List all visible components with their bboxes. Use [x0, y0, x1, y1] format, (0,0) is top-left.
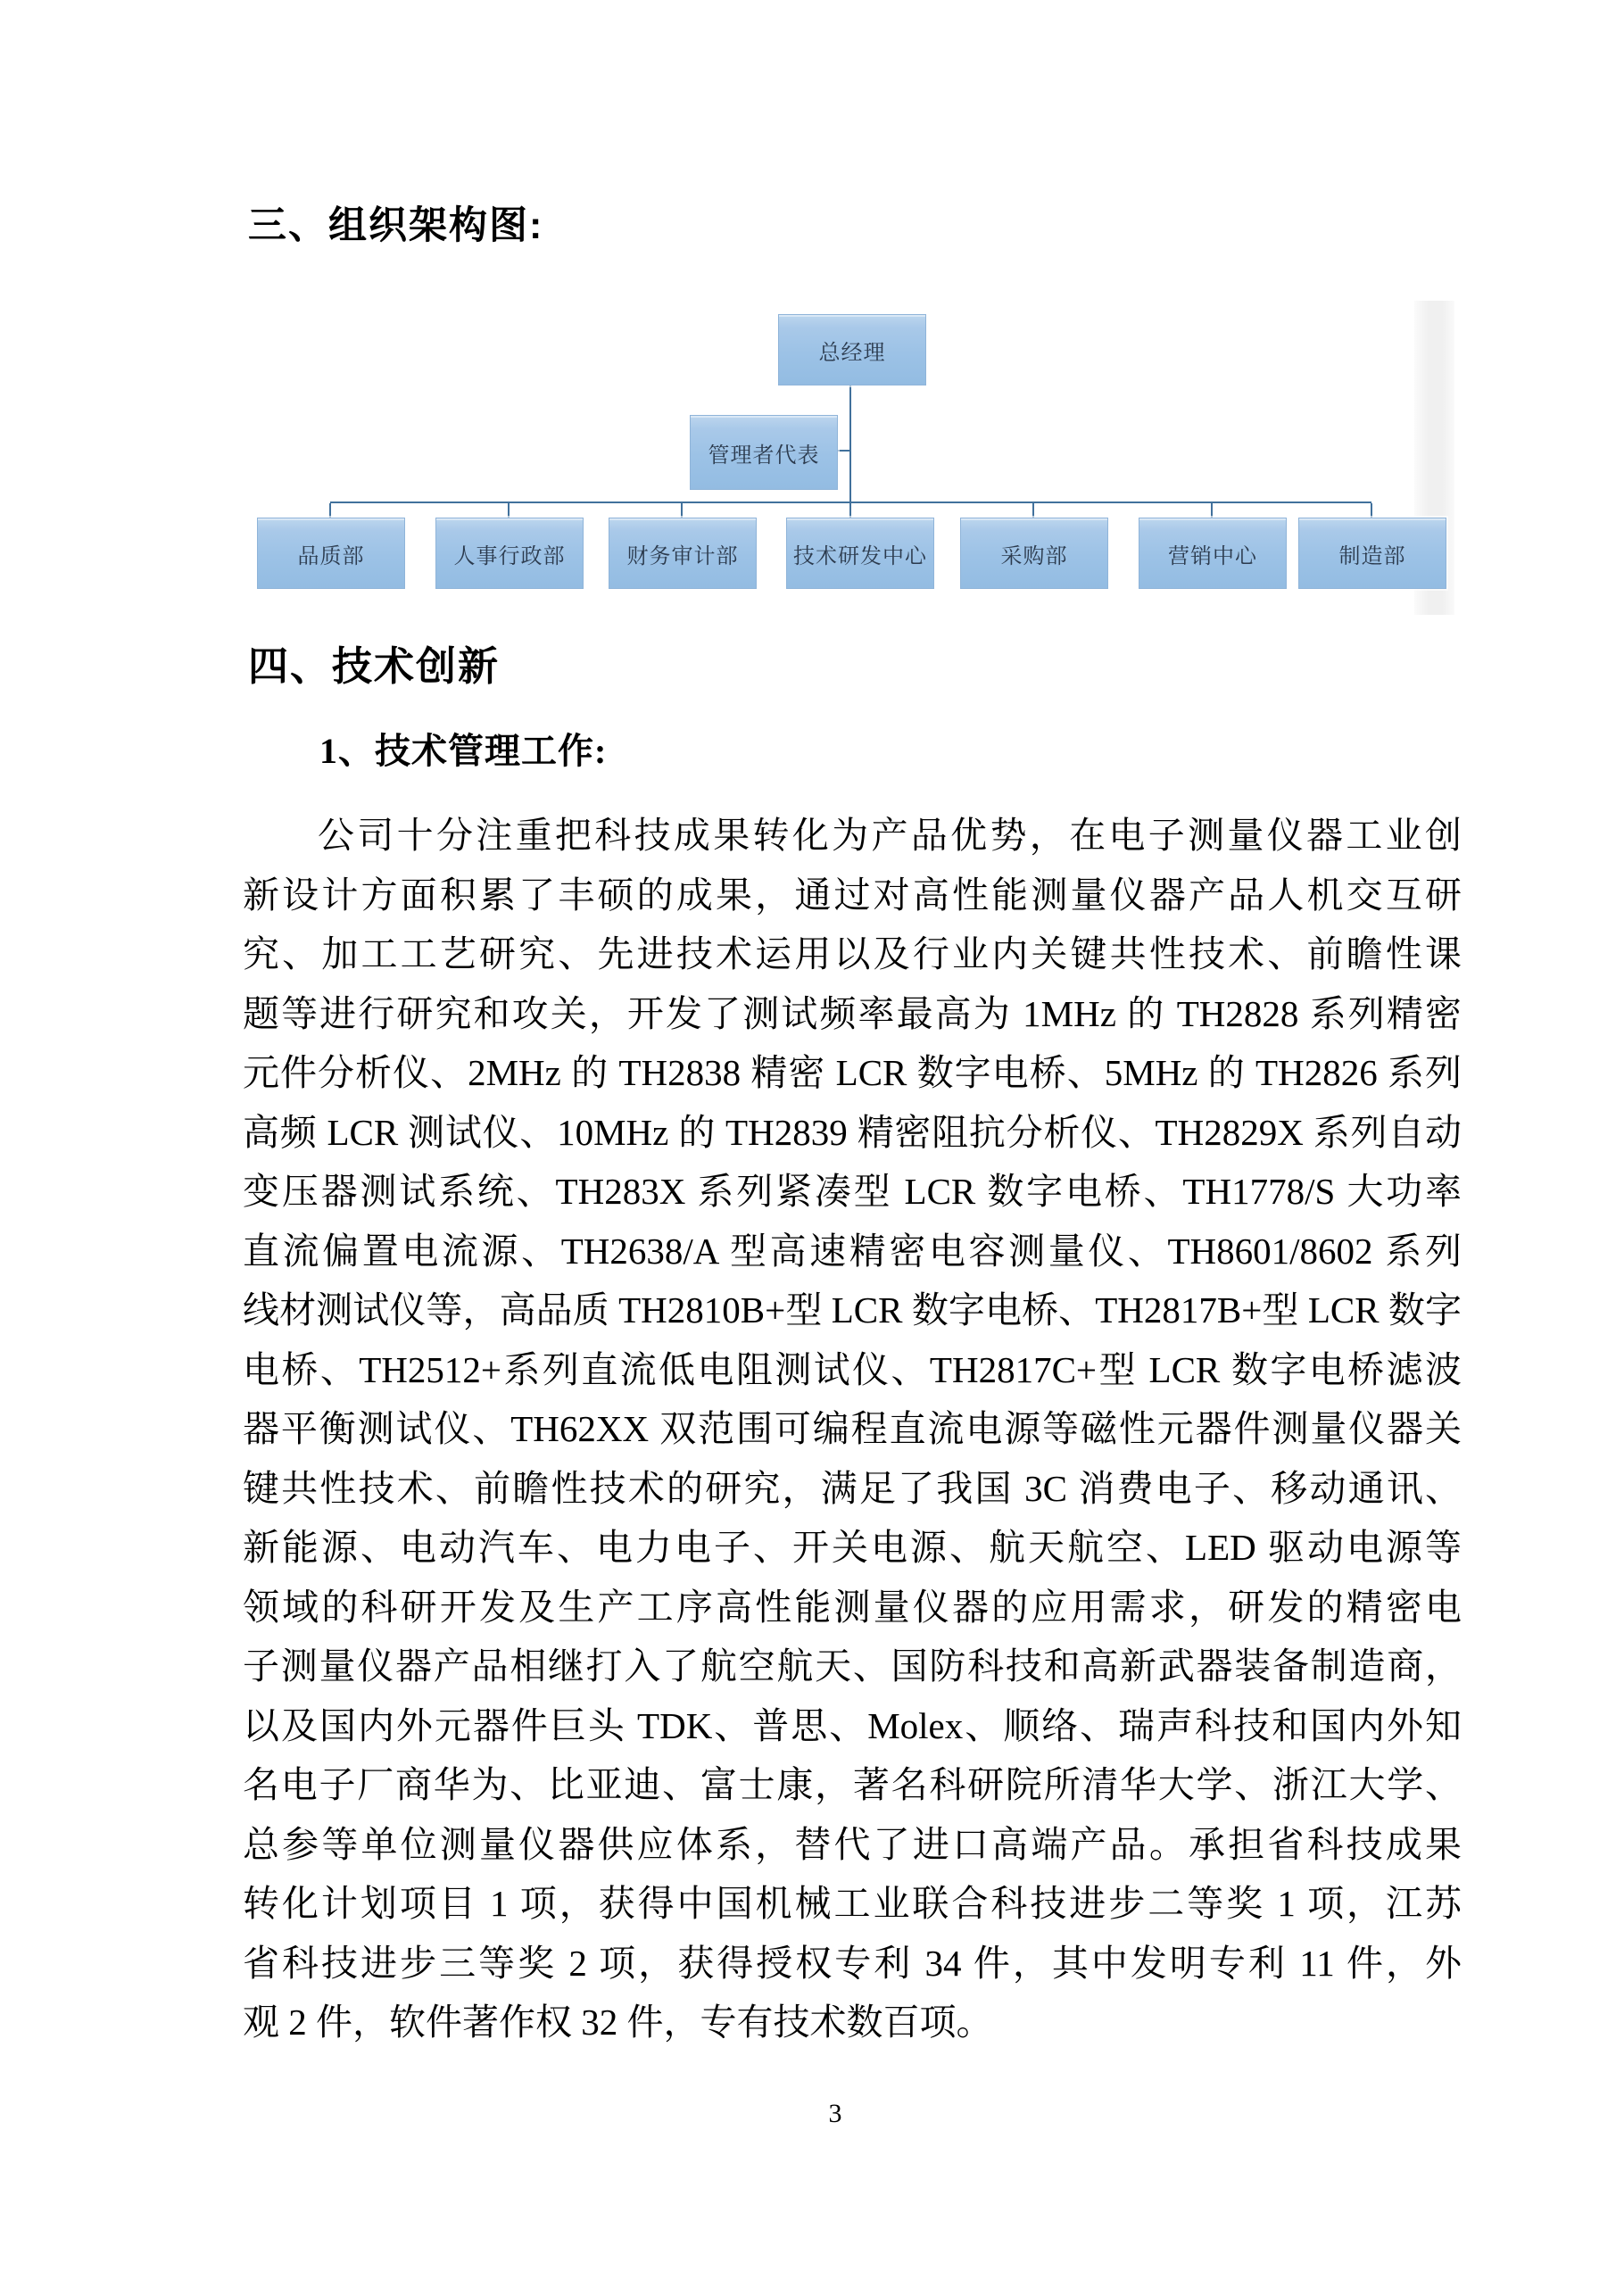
org-box-marketing-center: 营销中心: [1139, 518, 1287, 589]
org-box-purchasing-dept: 采购部: [960, 518, 1108, 589]
paragraph-line: 究、加工工艺研究、先进技术运用以及行业内关键共性技术、前瞻性课: [243, 933, 1462, 974]
page-number: 3: [828, 2099, 842, 2128]
heading-tech-innovation: 四、技术创新: [248, 643, 501, 689]
connector-line: [681, 503, 683, 518]
paragraph-line: 变压器测试系统、TH283X 系列紧凑型 LCR 数字电桥、TH1778/S 大功率: [243, 1171, 1462, 1212]
paragraph-line: 题等进行研究和攻关，开发了测试频率最高为 1MHz 的 TH2828 系列精密: [243, 992, 1462, 1034]
tech-management-paragraph: [243, 806, 1462, 2052]
paragraph-line: 键共性技术、前瞻性技术的研究，满足了我国 3C 消费电子、移动通讯、: [243, 1467, 1462, 1509]
connector-line: [1211, 503, 1213, 518]
paragraph-line: 高频 LCR 测试仪、10MHz 的 TH2839 精密阻抗分析仪、TH2829X 系列自动: [243, 1111, 1462, 1153]
org-chart-image: [250, 301, 1499, 622]
paragraph-line: 省科技进步三等奖 2 项，获得授权专利 34 件，其中发明专利 11 件，外: [243, 1942, 1462, 1984]
paragraph-line: 线材测试仪等，高品质 TH2810B+型 LCR 数字电桥、TH2817B+型 LCR 数字: [243, 1289, 1462, 1330]
org-box-hr-admin-dept: 人事行政部: [435, 518, 584, 589]
org-box-management-representative: 管理者代表: [690, 415, 838, 490]
org-box-tech-rd-center: 技术研发中心: [786, 518, 934, 589]
paragraph-line: 新能源、电动汽车、电力电子、开关电源、航天航空、LED 驱动电源等: [243, 1527, 1462, 1568]
paragraph-line: 新设计方面积累了丰硕的成果，通过对高性能测量仪器产品人机交互研: [243, 874, 1462, 916]
connector-line: [508, 503, 510, 518]
paragraph-line: 领域的科研开发及生产工序高性能测量仪器的应用需求，研发的精密电: [243, 1586, 1462, 1628]
paragraph-line: 名电子厂商华为、比亚迪、富士康，著名科研院所清华大学、浙江大学、: [243, 1764, 1462, 1805]
subheading-tech-management: 1、技术管理工作:: [319, 731, 608, 771]
connector-line: [836, 450, 850, 452]
connector-line: [330, 501, 1371, 503]
org-box-quality-dept: 品质部: [257, 518, 405, 589]
paragraph-line: 子测量仪器产品相继打入了航空航天、国防科技和高新武器装备制造商，: [243, 1645, 1462, 1687]
connector-line: [1032, 503, 1034, 518]
connector-line: [329, 503, 331, 518]
org-box-finance-audit-dept: 财务审计部: [609, 518, 757, 589]
paragraph-line: 电桥、TH2512+系列直流低电阻测试仪、TH2817C+型 LCR 数字电桥滤波: [243, 1348, 1462, 1390]
org-box-general-manager: 总经理: [778, 314, 926, 385]
paragraph-line: 以及国内外元器件巨头 TDK、普思、Molex、顺络、瑞声科技和国内外知: [243, 1704, 1462, 1746]
paragraph-line: 总参等单位测量仪器供应体系，替代了进口高端产品。承担省科技成果: [243, 1823, 1462, 1865]
connector-line: [1371, 503, 1372, 518]
paragraph-line: 转化计划项目 1 项，获得中国机械工业联合科技进步二等奖 1 项，江苏: [243, 1883, 1462, 1924]
heading-org-chart: 三、组织架构图:: [248, 204, 544, 247]
org-box-manufacturing-dept: 制造部: [1298, 518, 1446, 589]
paragraph-line: 器平衡测试仪、TH62XX 双范围可编程直流电源等磁性元器件测量仪器关: [243, 1408, 1462, 1449]
paragraph-line: 观 2 件，软件著作权 32 件，专有技术数百项。: [243, 2002, 993, 2043]
paragraph-line: 直流偏置电流源、TH2638/A 型高速精密电容测量仪、TH8601/8602 系列: [243, 1230, 1462, 1272]
paragraph-line: 元件分析仪、2MHz 的 TH2838 精密 LCR 数字电桥、5MHz 的 TH2826 系列: [243, 1052, 1462, 1093]
paragraph-line: 公司十分注重把科技成果转化为产品优势，在电子测量仪器工业创: [318, 815, 1462, 856]
